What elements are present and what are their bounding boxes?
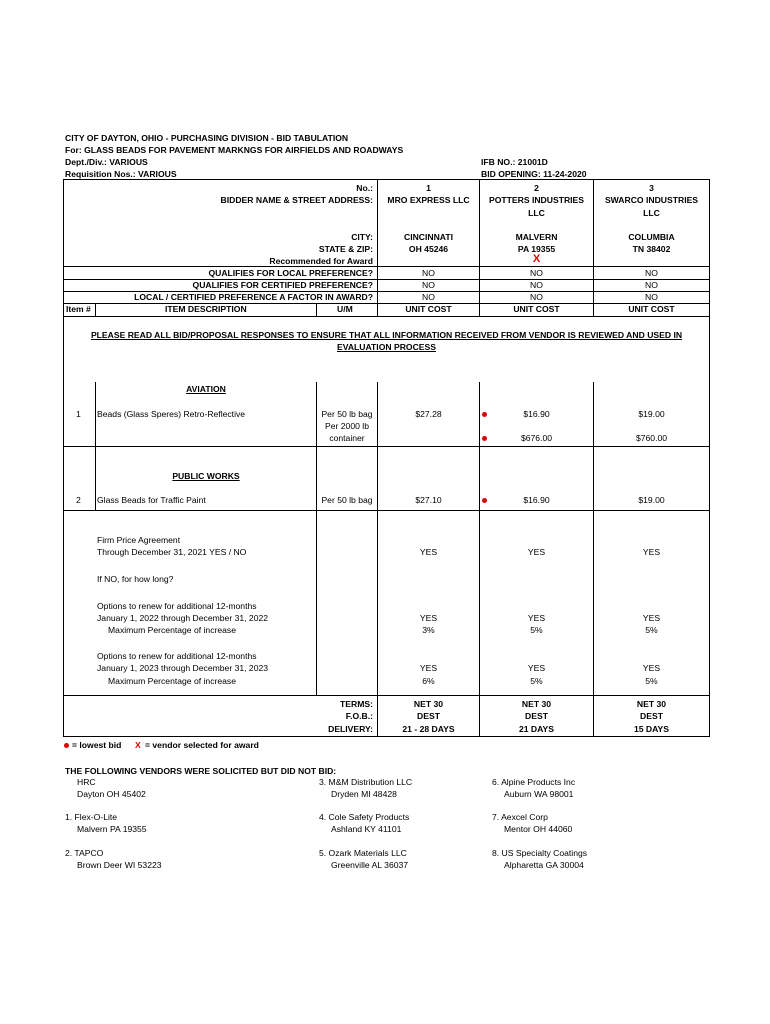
option2-vendor1-yes: YES: [419, 663, 438, 673]
header-line2: For: GLASS BEADS FOR PAVEMENT MARKNGS FOR AIRFIELDS AND ROADWAYS: [65, 145, 404, 155]
section-public-works: PUBLIC WORKS: [172, 471, 240, 481]
solicited-vendor: 6. Alpine Products Inc: [492, 777, 576, 787]
table-left-border: [63, 179, 64, 736]
item2-vendor3-price: $19.00: [638, 495, 665, 505]
table-bottom-line: [63, 736, 710, 737]
label-recommended: Recommended for Award: [269, 256, 373, 266]
label-bidder: BIDDER NAME & STREET ADDRESS:: [220, 195, 373, 205]
vendor2-number: 2: [534, 183, 539, 193]
header-line1: CITY OF DAYTON, OHIO - PURCHASING DIVISION - BID TABULATION: [65, 133, 349, 143]
option1-vendor1-pct: 3%: [422, 625, 435, 635]
solicited-vendor: 8. US Specialty Coatings: [492, 848, 588, 858]
vendor1-delivery: 21 - 28 DAYS: [402, 724, 455, 734]
label-city: CITY:: [351, 232, 373, 242]
vendor1-factor: NO: [422, 292, 435, 302]
vendor2-terms: NET 30: [521, 699, 552, 709]
solicited-vendor-address: Alpharetta GA 30004: [504, 860, 584, 870]
vendor1-city: CINCINNATI: [403, 232, 453, 242]
option2-label: Options to renew for additional 12-months: [97, 651, 257, 661]
section-aviation: AVIATION: [186, 384, 226, 394]
vendor1-state: OH 45246: [408, 244, 449, 254]
vendor3-local: NO: [645, 268, 658, 278]
notice-line1: PLEASE READ ALL BID/PROPOSAL RESPONSES TO ENSURE THAT ALL INFORMATION RECEIVED FROM VENDOR IS REVIEWED AND USED IN: [90, 330, 683, 340]
vendor3-fob: DEST: [640, 711, 663, 721]
legend-x-mark: X: [135, 740, 141, 750]
firm-price-label: Firm Price Agreement: [97, 535, 181, 545]
table-right-border: [709, 179, 710, 736]
award-x-mark: X: [532, 253, 541, 265]
vendor2-state: PA 19355: [517, 244, 556, 254]
item2-number: 2: [76, 495, 81, 505]
vendor2-name-line2: LLC: [528, 208, 545, 218]
option1-vendor2-pct: 5%: [530, 625, 543, 635]
solicited-vendor: 3. M&M Distribution LLC: [319, 777, 413, 787]
vendor2-local: NO: [530, 268, 543, 278]
solicited-vendor: 1. Flex-O-Lite: [65, 812, 118, 822]
item2-vendor1-price: $27.10: [415, 495, 442, 505]
option1-dates: January 1, 2022 through December 31, 2022: [97, 613, 269, 623]
item1-number: 1: [76, 409, 81, 419]
vendor3-city: COLUMBIA: [628, 232, 675, 242]
solicited-vendor-address: Auburn WA 98001: [504, 789, 574, 799]
firm-price-question: Through December 31, 2021 YES / NO: [97, 547, 247, 557]
vendor2-name: POTTERS INDUSTRIES: [488, 195, 585, 205]
item2-vendor2-price: $16.90: [523, 495, 550, 505]
solicited-vendor: 4. Cole Safety Products: [319, 812, 410, 822]
table-top-line: [63, 179, 710, 180]
option1-vendor2-yes: YES: [527, 613, 546, 623]
legend-dot-icon: [64, 743, 69, 748]
solicited-vendor: HRC: [77, 777, 96, 787]
vendor2-unit-cost: UNIT COST: [513, 304, 560, 314]
rule: [63, 510, 710, 511]
rule: [63, 695, 710, 696]
option2-vendor1-pct: 6%: [422, 676, 435, 686]
option1-max-increase: Maximum Percentage of increase: [108, 625, 237, 635]
vendor3-number: 3: [649, 183, 654, 193]
label-um: U/M: [337, 304, 353, 314]
vendor3-factor: NO: [645, 292, 658, 302]
vendor3-certified: NO: [645, 280, 658, 290]
solicited-vendor-address: Mentor OH 44060: [504, 824, 573, 834]
firm-price-vendor1: YES: [419, 547, 438, 557]
option2-vendor2-yes: YES: [527, 663, 546, 673]
solicited-vendor-address: Dryden MI 48428: [331, 789, 397, 799]
firm-price-vendor3: YES: [642, 547, 661, 557]
solicited-vendor: 7. Aexcel Corp: [492, 812, 548, 822]
label-certified-preference: QUALIFIES FOR CERTIFIED PREFERENCE?: [192, 280, 373, 290]
solicited-vendor-address: Dayton OH 45402: [77, 789, 146, 799]
item1-vendor2-price: $16.90: [523, 409, 550, 419]
option2-vendor3-pct: 5%: [645, 676, 658, 686]
item1-vendor1-price: $27.28: [415, 409, 442, 419]
solicited-vendor: 5. Ozark Materials LLC: [319, 848, 407, 858]
item1-um-alt-line2: container: [329, 433, 365, 443]
vendor3-name: SWARCO INDUSTRIES: [604, 195, 699, 205]
vendor2-certified: NO: [530, 280, 543, 290]
solicited-vendor-address: Malvern PA 19355: [77, 824, 147, 834]
solicited-vendor-address: Ashland KY 41101: [331, 824, 402, 834]
label-item-description: ITEM DESCRIPTION: [165, 304, 247, 314]
option2-vendor3-yes: YES: [642, 663, 661, 673]
vendor1-number: 1: [426, 183, 431, 193]
item1-vendor3-price: $19.00: [638, 409, 665, 419]
vendor3-delivery: 15 DAYS: [633, 724, 670, 734]
label-delivery: DELIVERY:: [328, 724, 373, 734]
option2-max-increase: Maximum Percentage of increase: [108, 676, 237, 686]
bid-opening: BID OPENING: 11-24-2020: [481, 169, 587, 179]
firm-price-vendor2: YES: [527, 547, 546, 557]
option1-vendor3-pct: 5%: [645, 625, 658, 635]
vendor1-unit-cost: UNIT COST: [405, 304, 452, 314]
vendor1-certified: NO: [422, 280, 435, 290]
label-item-number: Item #: [66, 304, 91, 314]
col-divider: [95, 382, 96, 510]
rule: [63, 316, 710, 317]
option1-vendor1-yes: YES: [419, 613, 438, 623]
ifb-number: IFB NO.: 21001D: [481, 157, 548, 167]
solicited-vendor-address: Brown Deer WI 53223: [77, 860, 162, 870]
header-dept: Dept./Div.: VARIOUS: [65, 157, 148, 167]
label-terms: TERMS:: [340, 699, 373, 709]
vendor1-local: NO: [422, 268, 435, 278]
item2-um: Per 50 lb bag: [321, 495, 373, 505]
vendor3-state: TN 38402: [632, 244, 671, 254]
solicited-vendor-address: Greenville AL 36037: [331, 860, 409, 870]
vendor2-delivery: 21 DAYS: [518, 724, 555, 734]
vendor2-factor: NO: [530, 292, 543, 302]
item1-description: Beads (Glass Speres) Retro-Reflective: [97, 409, 246, 419]
col-divider: [95, 303, 96, 316]
legend-selected: = vendor selected for award: [145, 740, 259, 750]
vendor1-fob: DEST: [417, 711, 440, 721]
vendor1-name: MRO EXPRESS LLC: [387, 195, 470, 205]
vendor1-terms: NET 30: [413, 699, 444, 709]
option1-vendor3-yes: YES: [642, 613, 661, 623]
if-no-question: If NO, for how long?: [97, 574, 174, 584]
solicited-title: THE FOLLOWING VENDORS WERE SOLICITED BUT DID NOT BID:: [65, 766, 337, 776]
header-requisition: Requisition Nos.: VARIOUS: [65, 169, 177, 179]
option1-label: Options to renew for additional 12-months: [97, 601, 257, 611]
vendor3-terms: NET 30: [636, 699, 667, 709]
label-preference-factor: LOCAL / CERTIFIED PREFERENCE A FACTOR IN AWARD?: [134, 292, 373, 302]
label-state-zip: STATE & ZIP:: [318, 244, 373, 254]
option2-vendor2-pct: 5%: [530, 676, 543, 686]
item2-description: Glass Beads for Traffic Paint: [97, 495, 206, 505]
notice-line2: EVALUATION PROCESS: [337, 342, 436, 352]
col-divider: [316, 303, 317, 316]
vendor3-name-line2: LLC: [643, 208, 660, 218]
item1-vendor3-price-alt: $760.00: [635, 433, 668, 443]
label-local-preference: QUALIFIES FOR LOCAL PREFERENCE?: [208, 268, 373, 278]
vendor2-fob: DEST: [525, 711, 548, 721]
rule: [63, 446, 710, 447]
item1-um-alt: Per 2000 lb: [325, 421, 369, 431]
label-no: No.:: [356, 183, 373, 193]
option2-dates: January 1, 2023 through December 31, 2023: [97, 663, 269, 673]
item1-um: Per 50 lb bag: [321, 409, 373, 419]
label-fob: F.O.B.:: [345, 711, 373, 721]
item1-vendor2-price-alt: $676.00: [520, 433, 553, 443]
vendor2-city: MALVERN: [515, 232, 558, 242]
legend-lowest-bid: = lowest bid: [72, 740, 122, 750]
solicited-vendor: 2. TAPCO: [65, 848, 104, 858]
vendor3-unit-cost: UNIT COST: [628, 304, 675, 314]
